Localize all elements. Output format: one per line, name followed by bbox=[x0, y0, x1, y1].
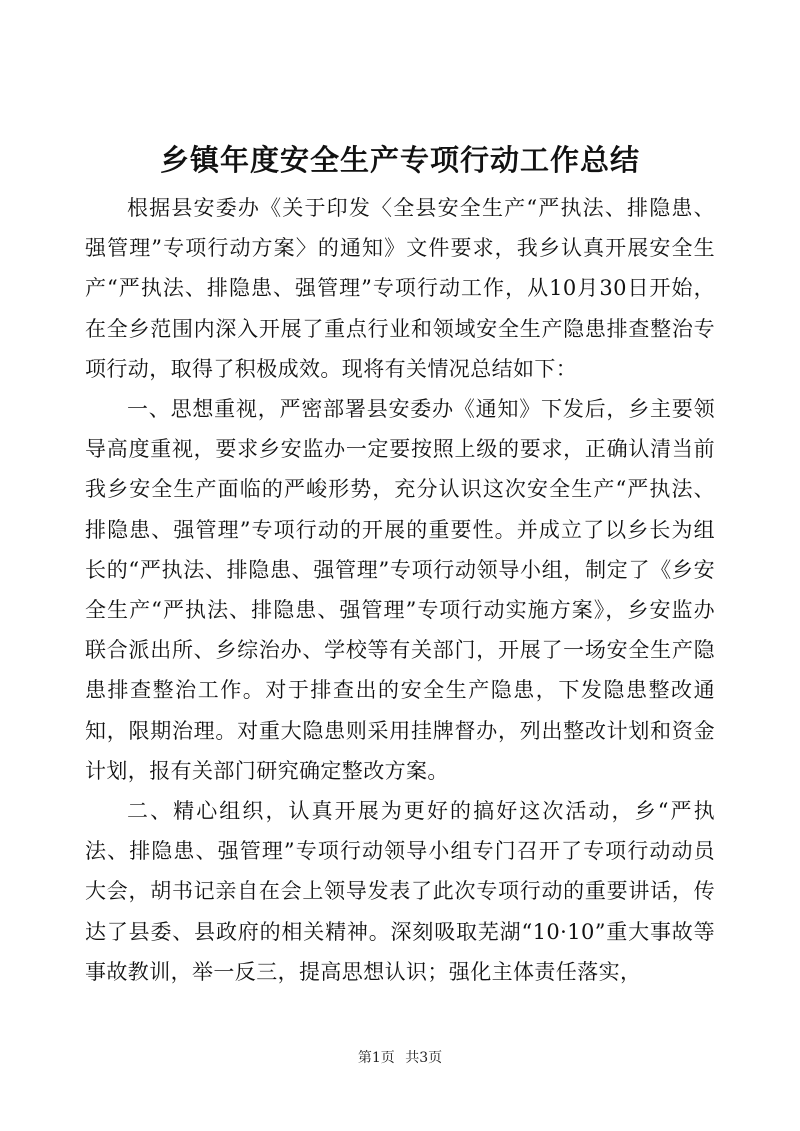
page-total: 共3页 bbox=[405, 1050, 443, 1066]
page-footer bbox=[0, 1048, 800, 1068]
document-title: 乡镇年度安全生产专项行动工作总结 bbox=[159, 143, 640, 177]
paragraph-intro: 根据县安委办《关于印发〈全县安全生产“严执法、排隐患、强管理”专项行动方案〉的通知》文件要求，我乡认真开展安全生产“严执法、排隐患、强管理”专项行动工作，从10月30日开始，在全乡范围内深入开展了重点行业和领域安全生产隐患排查整治专项行动，取得了积极成效。现将有关情况总结如下： bbox=[85, 196, 715, 381]
page-number: 第1页 bbox=[357, 1050, 395, 1066]
document-body bbox=[85, 188, 715, 992]
paragraph-section-2: 二、精心组织，认真开展为更好的搞好这次活动，乡“严执法、排隐患、强管理”专项行动领导小组专门召开了专项行动动员大会，胡书记亲自在会上领导发表了此次专项行动的重要讲话，传达了县委、县政府的相关精神。深刻吸取芜湖“10·10”重大事故等事故教训，举一反三，提高思想认识；强化主体责任落实， bbox=[85, 799, 715, 984]
paragraph-section-1: 一、思想重视，严密部署县安委办《通知》下发后，乡主要领导高度重视，要求乡安监办一定要按照上级的要求，正确认清当前我乡安全生产面临的严峻形势，充分认识这次安全生产“严执法、排隐患、强管理”专项行动的开展的重要性。并成立了以乡长为组长的“严执法、排隐患、强管理”专项行动领导小组，制定了《乡安全生产“严执法、排隐患、强管理”专项行动实施方案》，乡安监办联合派出所、乡综治办、学校等有关部门，开展了一场安全生产隐患排查整治工作。对于排查出的安全生产隐患，下发隐患整改通知，限期治理。对重大隐患则采用挂牌督办，列出整改计划和资金计划，报有关部门研究确定整改方案。 bbox=[85, 397, 715, 783]
